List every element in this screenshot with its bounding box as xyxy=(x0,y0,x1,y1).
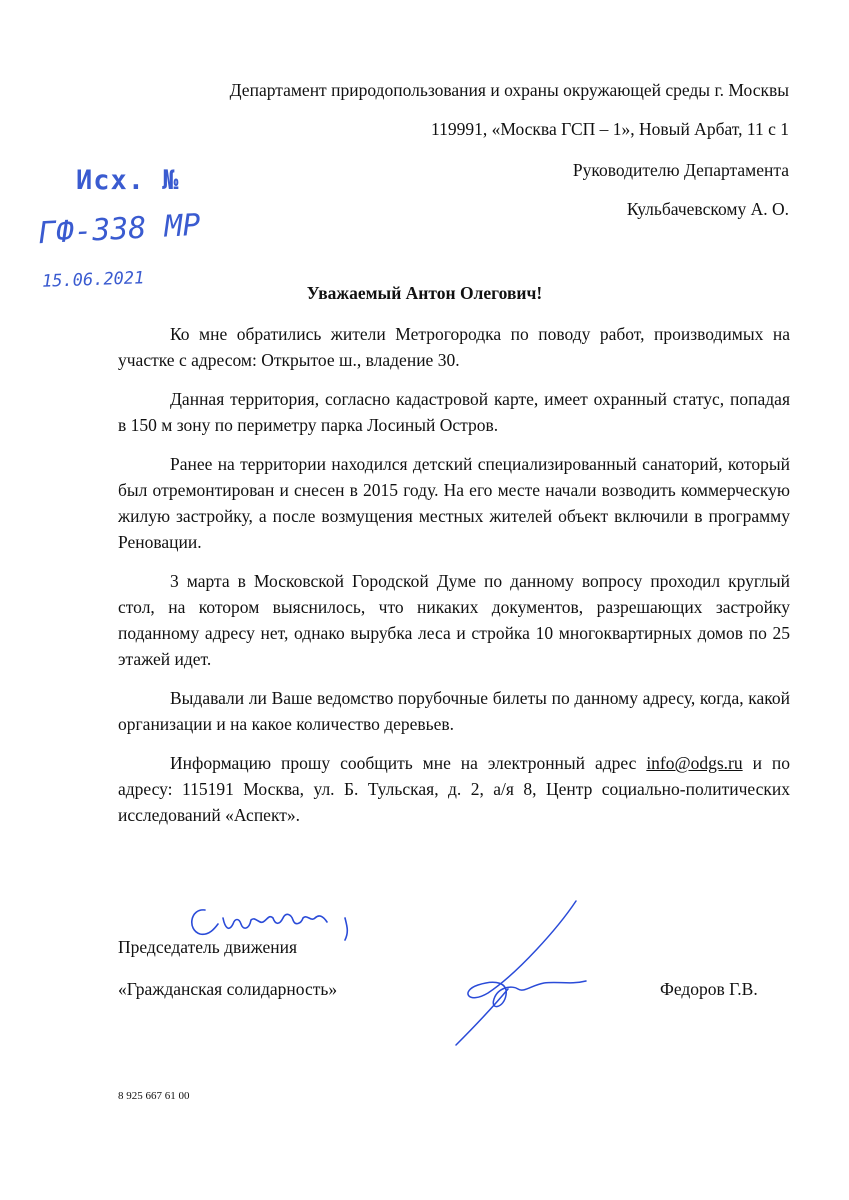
signer-name: Федоров Г.В. xyxy=(660,979,758,999)
phone-number: 8 925 667 61 00 xyxy=(118,1090,190,1102)
paragraph: Данная территория, согласно кадастровой карте, имеет охранный статус, попадая в 150 м зону по периметру парка Лосиный Остров. xyxy=(118,389,790,435)
letter-body xyxy=(118,321,790,841)
paragraph: Ко мне обратились жители Метрогородка по поводу работ, производимых на участке с адресом: Открытое ш., владение 30. xyxy=(118,324,790,370)
paragraph: Ранее на территории находился детский специализированный санаторий, который был отремонтирован и снесен в 2015 году. На его месте начали возводить коммерческую жилую застройку, а после возмущения местных жителей объект включили в программу Реновации. xyxy=(118,454,790,552)
signature-scribble xyxy=(448,893,598,1053)
contact-paragraph xyxy=(118,750,790,828)
recipient-name: Кульбачевскому А. О. xyxy=(626,199,789,219)
outgoing-number-stamp: Исх. № xyxy=(76,165,180,196)
department-name: Департамент природопользования и охраны окружающей среды г. Москвы xyxy=(229,80,789,100)
department-address: 119991, «Москва ГСП – 1», Новый Арбат, 11 с 1 xyxy=(430,119,789,139)
greeting: Уважаемый Антон Олегович! xyxy=(306,283,543,303)
outgoing-date: 15.06.2021 xyxy=(41,268,145,292)
paragraph: Выдавали ли Ваше ведомство порубочные билеты по данному адресу, когда, какой организации и на какое количество деревьев. xyxy=(118,688,790,734)
outgoing-number: ГФ-338 МР xyxy=(37,207,202,252)
paragraph: 3 марта в Московской Городской Думе по данному вопросу проходил круглый стол, на котором выяснилось, что никаких документов, разрешающих застройку поданному адресу нет, однако вырубка леса и стройка 10 многоквартирных домов по 25 этажей идет. xyxy=(118,571,790,669)
recipient-title: Руководителю Департамента xyxy=(572,160,789,180)
email-link[interactable]: info@odgs.ru xyxy=(646,753,743,773)
contact-text-after: и по адресу: 115191 Москва, ул. Б. Тульская, д. 2, а/я 8, Центр социально-политических исследований «Аспект». xyxy=(118,753,790,825)
contact-text-before: Информацию прошу сообщить мне на электронный адрес xyxy=(170,753,647,773)
signer-position-line1: Председатель движения xyxy=(118,937,298,957)
signer-position-line2: «Гражданская солидарность» xyxy=(118,979,338,999)
